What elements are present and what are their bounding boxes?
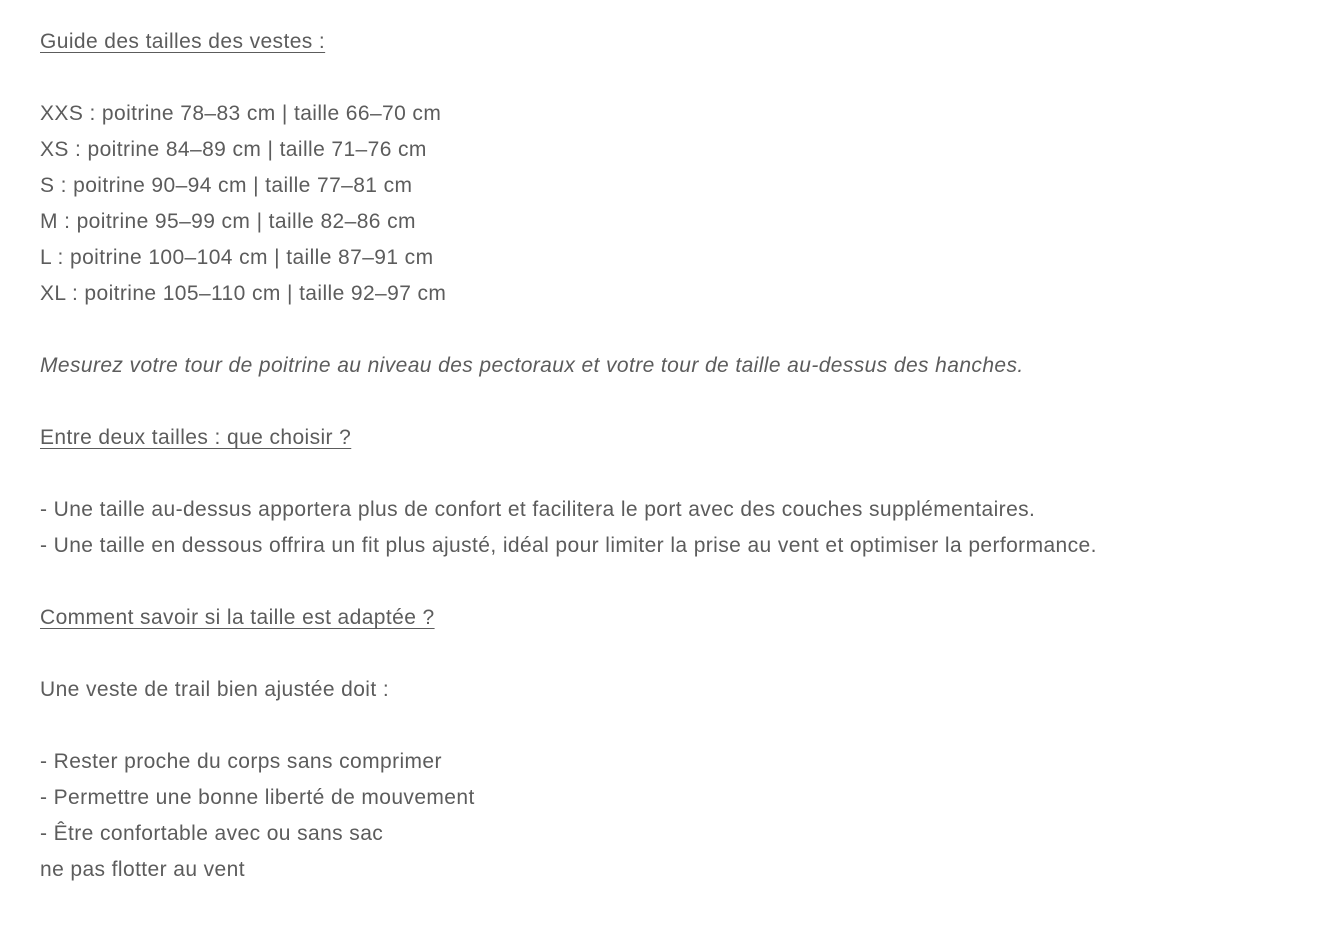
size-row-xl: XL : poitrine 105–110 cm | taille 92–97 cm bbox=[40, 282, 447, 305]
measure-note: Mesurez votre tour de poitrine au niveau des pectoraux et votre tour de taille au-dessus des hanches. bbox=[40, 354, 1024, 377]
size-row-l: L : poitrine 100–104 cm | taille 87–91 cm bbox=[40, 246, 434, 269]
spacer bbox=[40, 708, 1310, 744]
fit-check-heading: Comment savoir si la taille est adaptée ? bbox=[40, 606, 435, 629]
spacer bbox=[40, 564, 1310, 600]
size-guide-content bbox=[40, 24, 1310, 888]
fit-check-intro: Une veste de trail bien ajustée doit : bbox=[40, 678, 390, 701]
size-row-m: M : poitrine 95–99 cm | taille 82–86 cm bbox=[40, 210, 416, 233]
spacer bbox=[40, 60, 1310, 96]
size-guide-heading: Guide des tailles des vestes : bbox=[40, 30, 326, 53]
fit-check-item: - Être confortable avec ou sans sac bbox=[40, 822, 384, 845]
spacer bbox=[40, 312, 1310, 348]
spacer bbox=[40, 456, 1310, 492]
size-row-s: S : poitrine 90–94 cm | taille 77–81 cm bbox=[40, 174, 413, 197]
size-row-xs: XS : poitrine 84–89 cm | taille 71–76 cm bbox=[40, 138, 427, 161]
spacer bbox=[40, 384, 1310, 420]
fit-check-item: - Permettre une bonne liberté de mouvement bbox=[40, 786, 475, 809]
spacer bbox=[40, 636, 1310, 672]
fit-check-item: - Rester proche du corps sans comprimer bbox=[40, 750, 442, 773]
between-sizes-item-down: - Une taille en dessous offrira un fit plus ajusté, idéal pour limiter la prise au vent et optimiser la performance. bbox=[40, 534, 1097, 557]
size-row-xxs: XXS : poitrine 78–83 cm | taille 66–70 cm bbox=[40, 102, 442, 125]
fit-check-item: ne pas flotter au vent bbox=[40, 858, 245, 881]
between-sizes-heading: Entre deux tailles : que choisir ? bbox=[40, 426, 352, 449]
between-sizes-item-up: - Une taille au-dessus apportera plus de confort et facilitera le port avec des couches supplémentaires. bbox=[40, 498, 1036, 521]
